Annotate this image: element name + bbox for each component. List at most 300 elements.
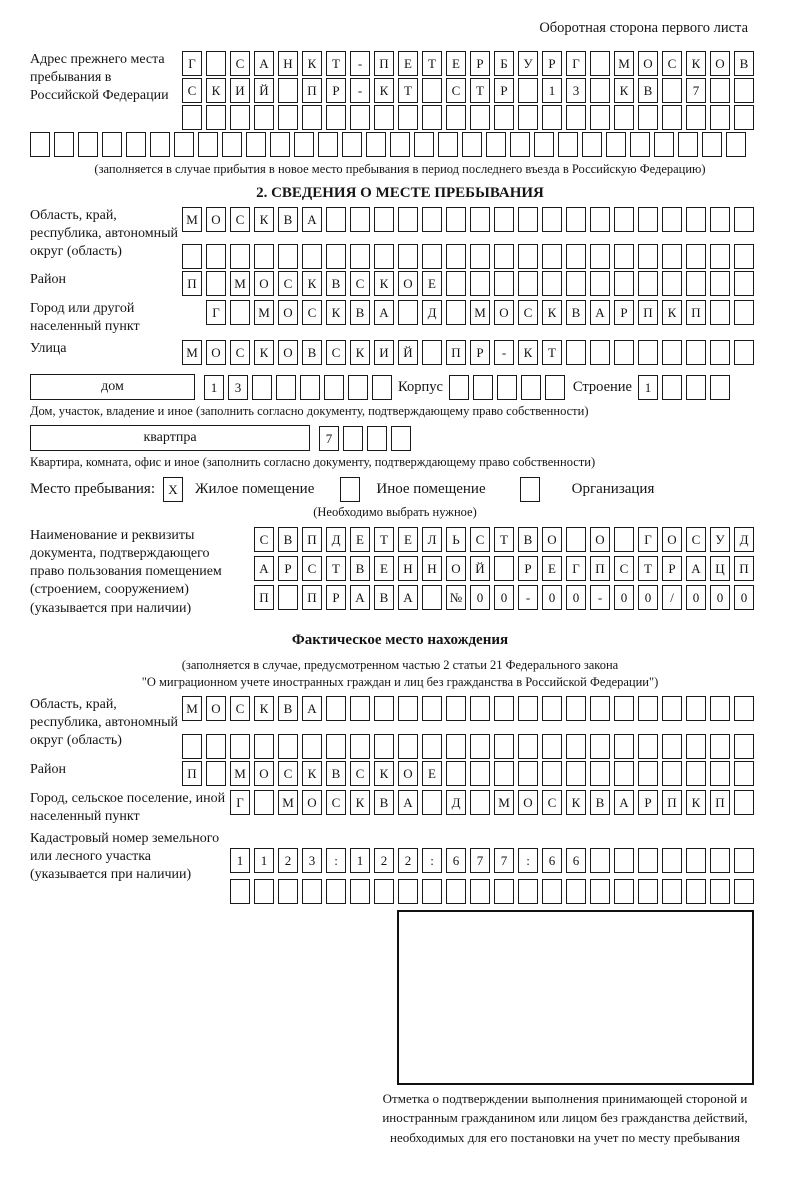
char-cell-filled[interactable]: П xyxy=(182,271,202,296)
char-cell-empty[interactable] xyxy=(662,696,682,721)
char-cell-filled[interactable]: А xyxy=(302,696,322,721)
char-cell-filled[interactable]: В xyxy=(518,527,538,552)
char-cell-empty[interactable] xyxy=(422,340,442,365)
kvartira-widebox[interactable] xyxy=(30,425,310,451)
char-cell-empty[interactable] xyxy=(662,244,682,269)
char-cell-filled[interactable]: В xyxy=(566,300,586,325)
char-cell-empty[interactable] xyxy=(278,585,298,610)
char-cell-filled[interactable]: Р xyxy=(326,78,346,103)
char-cell-filled[interactable]: М xyxy=(182,340,202,365)
char-cell-filled[interactable]: 0 xyxy=(686,585,706,610)
char-cell-filled[interactable]: Й xyxy=(254,78,274,103)
char-cell-filled[interactable]: П xyxy=(302,78,322,103)
char-cell-empty[interactable] xyxy=(662,879,682,904)
char-cell-filled[interactable]: 3 xyxy=(302,848,322,873)
char-cell-empty[interactable] xyxy=(350,879,370,904)
char-cell-filled[interactable]: О xyxy=(662,527,682,552)
char-cell-empty[interactable] xyxy=(326,105,346,130)
char-cell-empty[interactable] xyxy=(391,426,411,451)
char-cell-filled[interactable]: Г xyxy=(566,556,586,581)
char-cell-filled[interactable]: А xyxy=(398,585,418,610)
char-cell-empty[interactable] xyxy=(473,375,493,400)
char-cell-filled[interactable]: Г xyxy=(566,51,586,76)
char-cell-empty[interactable] xyxy=(566,879,586,904)
char-cell-empty[interactable] xyxy=(734,207,754,232)
char-cell-empty[interactable] xyxy=(734,244,754,269)
char-cell-filled[interactable]: К xyxy=(254,207,274,232)
char-cell-filled[interactable]: С xyxy=(254,527,274,552)
char-cell-empty[interactable] xyxy=(566,696,586,721)
char-cell-filled[interactable]: Й xyxy=(470,556,490,581)
char-cell-empty[interactable] xyxy=(422,585,442,610)
char-cell-empty[interactable] xyxy=(734,340,754,365)
char-cell-empty[interactable] xyxy=(710,879,730,904)
char-cell-empty[interactable] xyxy=(230,300,250,325)
char-cell-empty[interactable] xyxy=(438,132,458,157)
char-cell-empty[interactable] xyxy=(686,734,706,759)
char-cell-filled[interactable]: С xyxy=(230,207,250,232)
char-cell-empty[interactable] xyxy=(350,244,370,269)
char-cell-empty[interactable] xyxy=(542,879,562,904)
char-cell-empty[interactable] xyxy=(710,271,730,296)
char-cell-empty[interactable] xyxy=(734,734,754,759)
char-cell-filled[interactable]: С xyxy=(614,556,634,581)
char-cell-filled[interactable]: С xyxy=(326,790,346,815)
char-cell-filled[interactable]: - xyxy=(590,585,610,610)
char-cell-filled[interactable]: О xyxy=(302,790,322,815)
char-cell-filled[interactable]: Д xyxy=(734,527,754,552)
char-cell-filled[interactable]: М xyxy=(254,300,274,325)
char-cell-filled[interactable]: М xyxy=(494,790,514,815)
char-cell-filled[interactable]: 7 xyxy=(319,426,339,451)
char-cell-empty[interactable] xyxy=(446,244,466,269)
char-cell-empty[interactable] xyxy=(590,734,610,759)
char-cell-filled[interactable]: 7 xyxy=(494,848,514,873)
char-cell-filled[interactable]: С xyxy=(230,696,250,721)
char-cell-empty[interactable] xyxy=(686,207,706,232)
char-cell-empty[interactable] xyxy=(521,375,541,400)
char-cell-filled[interactable]: 2 xyxy=(398,848,418,873)
checkbox-inoe[interactable] xyxy=(340,477,360,502)
char-cell-empty[interactable] xyxy=(446,300,466,325)
char-cell-filled[interactable]: Г xyxy=(638,527,658,552)
char-cell-empty[interactable] xyxy=(542,271,562,296)
char-cell-empty[interactable] xyxy=(662,734,682,759)
char-cell-empty[interactable] xyxy=(542,696,562,721)
char-cell-empty[interactable] xyxy=(638,761,658,786)
char-cell-empty[interactable] xyxy=(710,340,730,365)
char-cell-filled[interactable]: 1 xyxy=(638,375,658,400)
char-cell-empty[interactable] xyxy=(494,207,514,232)
char-cell-filled[interactable]: О xyxy=(710,51,730,76)
char-cell-empty[interactable] xyxy=(398,734,418,759)
char-cell-filled[interactable]: 6 xyxy=(566,848,586,873)
char-cell-empty[interactable] xyxy=(398,879,418,904)
char-cell-filled[interactable]: К xyxy=(302,51,322,76)
char-cell-empty[interactable] xyxy=(398,244,418,269)
char-cell-filled[interactable]: В xyxy=(374,790,394,815)
char-cell-filled[interactable]: Е xyxy=(398,51,418,76)
char-cell-filled[interactable]: О xyxy=(398,761,418,786)
char-cell-empty[interactable] xyxy=(374,105,394,130)
char-cell-empty[interactable] xyxy=(348,375,368,400)
char-cell-empty[interactable] xyxy=(638,244,658,269)
char-cell-empty[interactable] xyxy=(686,271,706,296)
char-cell-filled[interactable]: Е xyxy=(422,761,442,786)
char-cell-filled[interactable]: С xyxy=(182,78,202,103)
char-cell-empty[interactable] xyxy=(300,375,320,400)
char-cell-filled[interactable]: Е xyxy=(422,271,442,296)
char-cell-empty[interactable] xyxy=(470,761,490,786)
char-cell-empty[interactable] xyxy=(350,105,370,130)
char-cell-empty[interactable] xyxy=(678,132,698,157)
char-cell-empty[interactable] xyxy=(278,244,298,269)
char-cell-empty[interactable] xyxy=(398,300,418,325)
char-cell-empty[interactable] xyxy=(566,271,586,296)
char-cell-filled[interactable]: С xyxy=(326,340,346,365)
char-cell-filled[interactable]: К xyxy=(374,78,394,103)
char-cell-filled[interactable]: Г xyxy=(206,300,226,325)
char-cell-filled[interactable]: Т xyxy=(398,78,418,103)
char-cell-filled[interactable]: 6 xyxy=(542,848,562,873)
char-cell-empty[interactable] xyxy=(542,734,562,759)
char-cell-filled[interactable]: П xyxy=(662,790,682,815)
char-cell-filled[interactable]: В xyxy=(590,790,610,815)
char-cell-filled[interactable]: Р xyxy=(278,556,298,581)
char-cell-empty[interactable] xyxy=(558,132,578,157)
char-cell-empty[interactable] xyxy=(590,696,610,721)
char-cell-empty[interactable] xyxy=(254,879,274,904)
char-cell-filled[interactable]: 0 xyxy=(614,585,634,610)
char-cell-empty[interactable] xyxy=(350,696,370,721)
char-cell-empty[interactable] xyxy=(638,340,658,365)
char-cell-filled[interactable]: Р xyxy=(662,556,682,581)
char-cell-empty[interactable] xyxy=(518,879,538,904)
char-cell-empty[interactable] xyxy=(254,244,274,269)
char-cell-empty[interactable] xyxy=(150,132,170,157)
char-cell-empty[interactable] xyxy=(372,375,392,400)
char-cell-empty[interactable] xyxy=(446,207,466,232)
char-cell-filled[interactable]: Р xyxy=(518,556,538,581)
char-cell-filled[interactable]: В xyxy=(278,696,298,721)
char-cell-empty[interactable] xyxy=(638,848,658,873)
char-cell-empty[interactable] xyxy=(326,696,346,721)
char-cell-empty[interactable] xyxy=(302,244,322,269)
char-cell-filled[interactable]: П xyxy=(302,585,322,610)
char-cell-empty[interactable] xyxy=(638,105,658,130)
char-cell-filled[interactable]: А xyxy=(302,207,322,232)
char-cell-empty[interactable] xyxy=(734,78,754,103)
char-cell-filled[interactable]: О xyxy=(206,340,226,365)
char-cell-empty[interactable] xyxy=(254,734,274,759)
char-cell-filled[interactable]: В xyxy=(278,207,298,232)
char-cell-empty[interactable] xyxy=(302,105,322,130)
char-cell-filled[interactable]: К xyxy=(302,761,322,786)
char-cell-filled[interactable]: : xyxy=(518,848,538,873)
char-cell-empty[interactable] xyxy=(566,340,586,365)
char-cell-empty[interactable] xyxy=(566,734,586,759)
char-cell-empty[interactable] xyxy=(710,848,730,873)
char-cell-filled[interactable]: Р xyxy=(470,51,490,76)
char-cell-empty[interactable] xyxy=(350,207,370,232)
char-cell-filled[interactable]: С xyxy=(278,761,298,786)
char-cell-empty[interactable] xyxy=(446,105,466,130)
char-cell-empty[interactable] xyxy=(470,271,490,296)
char-cell-empty[interactable] xyxy=(518,696,538,721)
char-cell-empty[interactable] xyxy=(206,244,226,269)
char-cell-filled[interactable]: О xyxy=(446,556,466,581)
char-cell-empty[interactable] xyxy=(630,132,650,157)
char-cell-empty[interactable] xyxy=(734,761,754,786)
char-cell-empty[interactable] xyxy=(734,300,754,325)
char-cell-empty[interactable] xyxy=(734,879,754,904)
char-cell-empty[interactable] xyxy=(534,132,554,157)
char-cell-empty[interactable] xyxy=(324,375,344,400)
char-cell-empty[interactable] xyxy=(449,375,469,400)
char-cell-filled[interactable]: К xyxy=(374,761,394,786)
char-cell-filled[interactable]: Р xyxy=(638,790,658,815)
char-cell-empty[interactable] xyxy=(230,879,250,904)
char-cell-filled[interactable]: К xyxy=(518,340,538,365)
char-cell-filled[interactable]: И xyxy=(374,340,394,365)
char-cell-filled[interactable]: И xyxy=(230,78,250,103)
char-cell-filled[interactable]: Ь xyxy=(446,527,466,552)
char-cell-filled[interactable]: Л xyxy=(422,527,442,552)
char-cell-empty[interactable] xyxy=(252,375,272,400)
char-cell-empty[interactable] xyxy=(614,105,634,130)
char-cell-empty[interactable] xyxy=(54,132,74,157)
char-cell-empty[interactable] xyxy=(494,761,514,786)
char-cell-filled[interactable]: Н xyxy=(422,556,442,581)
char-cell-empty[interactable] xyxy=(614,848,634,873)
char-cell-empty[interactable] xyxy=(614,340,634,365)
char-cell-empty[interactable] xyxy=(326,879,346,904)
char-cell-empty[interactable] xyxy=(294,132,314,157)
char-cell-empty[interactable] xyxy=(398,105,418,130)
char-cell-filled[interactable]: С xyxy=(302,300,322,325)
dom-widebox[interactable] xyxy=(30,374,195,400)
char-cell-filled[interactable]: Е xyxy=(542,556,562,581)
char-cell-empty[interactable] xyxy=(367,426,387,451)
char-cell-empty[interactable] xyxy=(414,132,434,157)
char-cell-empty[interactable] xyxy=(638,696,658,721)
char-cell-filled[interactable]: Г xyxy=(182,51,202,76)
char-cell-filled[interactable]: - xyxy=(350,51,370,76)
char-cell-empty[interactable] xyxy=(276,375,296,400)
char-cell-filled[interactable]: 7 xyxy=(686,78,706,103)
char-cell-filled[interactable]: 0 xyxy=(710,585,730,610)
char-cell-empty[interactable] xyxy=(374,244,394,269)
char-cell-empty[interactable] xyxy=(470,790,490,815)
char-cell-empty[interactable] xyxy=(566,244,586,269)
char-cell-filled[interactable]: Т xyxy=(326,51,346,76)
char-cell-filled[interactable]: В xyxy=(734,51,754,76)
char-cell-filled[interactable]: К xyxy=(254,340,274,365)
char-cell-empty[interactable] xyxy=(422,105,442,130)
char-cell-empty[interactable] xyxy=(590,879,610,904)
char-cell-filled[interactable]: А xyxy=(350,585,370,610)
char-cell-empty[interactable] xyxy=(422,790,442,815)
char-cell-empty[interactable] xyxy=(278,78,298,103)
char-cell-filled[interactable]: С xyxy=(662,51,682,76)
char-cell-filled[interactable]: О xyxy=(278,340,298,365)
char-cell-filled[interactable]: 3 xyxy=(228,375,248,400)
char-cell-empty[interactable] xyxy=(374,879,394,904)
char-cell-filled[interactable]: 0 xyxy=(494,585,514,610)
char-cell-empty[interactable] xyxy=(494,734,514,759)
char-cell-filled[interactable]: 3 xyxy=(566,78,586,103)
char-cell-empty[interactable] xyxy=(734,271,754,296)
char-cell-filled[interactable]: В xyxy=(326,271,346,296)
char-cell-empty[interactable] xyxy=(614,734,634,759)
char-cell-filled[interactable]: М xyxy=(182,207,202,232)
char-cell-empty[interactable] xyxy=(182,105,202,130)
char-cell-filled[interactable]: О xyxy=(518,790,538,815)
char-cell-filled[interactable]: С xyxy=(230,340,250,365)
char-cell-filled[interactable]: Ц xyxy=(710,556,730,581)
char-cell-empty[interactable] xyxy=(470,879,490,904)
char-cell-empty[interactable] xyxy=(278,734,298,759)
char-cell-empty[interactable] xyxy=(734,790,754,815)
char-cell-filled[interactable]: К xyxy=(350,790,370,815)
char-cell-empty[interactable] xyxy=(518,105,538,130)
char-cell-empty[interactable] xyxy=(343,426,363,451)
char-cell-empty[interactable] xyxy=(350,734,370,759)
char-cell-empty[interactable] xyxy=(446,879,466,904)
char-cell-filled[interactable]: А xyxy=(398,790,418,815)
char-cell-empty[interactable] xyxy=(662,761,682,786)
char-cell-filled[interactable]: О xyxy=(278,300,298,325)
char-cell-empty[interactable] xyxy=(542,244,562,269)
char-cell-filled[interactable]: 6 xyxy=(446,848,466,873)
char-cell-empty[interactable] xyxy=(326,734,346,759)
char-cell-empty[interactable] xyxy=(590,340,610,365)
char-cell-filled[interactable]: С xyxy=(446,78,466,103)
char-cell-empty[interactable] xyxy=(230,105,250,130)
char-cell-empty[interactable] xyxy=(278,879,298,904)
char-cell-filled[interactable]: Т xyxy=(494,527,514,552)
char-cell-empty[interactable] xyxy=(422,696,442,721)
char-cell-empty[interactable] xyxy=(446,761,466,786)
char-cell-empty[interactable] xyxy=(446,271,466,296)
char-cell-filled[interactable]: Г xyxy=(230,790,250,815)
char-cell-filled[interactable]: 1 xyxy=(230,848,250,873)
char-cell-filled[interactable]: П xyxy=(302,527,322,552)
char-cell-empty[interactable] xyxy=(230,734,250,759)
char-cell-filled[interactable]: О xyxy=(638,51,658,76)
char-cell-empty[interactable] xyxy=(710,244,730,269)
char-cell-empty[interactable] xyxy=(638,734,658,759)
char-cell-filled[interactable]: С xyxy=(686,527,706,552)
char-cell-empty[interactable] xyxy=(662,848,682,873)
char-cell-filled[interactable]: С xyxy=(470,527,490,552)
char-cell-empty[interactable] xyxy=(638,879,658,904)
char-cell-filled[interactable]: А xyxy=(590,300,610,325)
char-cell-filled[interactable]: Н xyxy=(398,556,418,581)
char-cell-empty[interactable] xyxy=(710,207,730,232)
char-cell-empty[interactable] xyxy=(486,132,506,157)
char-cell-empty[interactable] xyxy=(398,696,418,721)
char-cell-empty[interactable] xyxy=(470,244,490,269)
char-cell-empty[interactable] xyxy=(182,734,202,759)
char-cell-empty[interactable] xyxy=(470,696,490,721)
char-cell-empty[interactable] xyxy=(326,207,346,232)
char-cell-empty[interactable] xyxy=(542,105,562,130)
char-cell-filled[interactable]: Р xyxy=(614,300,634,325)
char-cell-empty[interactable] xyxy=(590,78,610,103)
char-cell-filled[interactable]: Й xyxy=(398,340,418,365)
char-cell-empty[interactable] xyxy=(702,132,722,157)
char-cell-empty[interactable] xyxy=(302,879,322,904)
char-cell-empty[interactable] xyxy=(246,132,266,157)
char-cell-filled[interactable]: М xyxy=(230,271,250,296)
char-cell-filled[interactable]: - xyxy=(494,340,514,365)
char-cell-empty[interactable] xyxy=(590,244,610,269)
char-cell-empty[interactable] xyxy=(614,879,634,904)
char-cell-empty[interactable] xyxy=(422,244,442,269)
char-cell-empty[interactable] xyxy=(497,375,517,400)
char-cell-filled[interactable]: В xyxy=(374,585,394,610)
char-cell-empty[interactable] xyxy=(518,78,538,103)
char-cell-empty[interactable] xyxy=(566,761,586,786)
char-cell-filled[interactable]: О xyxy=(206,696,226,721)
char-cell-empty[interactable] xyxy=(710,300,730,325)
char-cell-empty[interactable] xyxy=(566,527,586,552)
char-cell-empty[interactable] xyxy=(734,696,754,721)
char-cell-empty[interactable] xyxy=(662,271,682,296)
char-cell-empty[interactable] xyxy=(686,105,706,130)
char-cell-empty[interactable] xyxy=(614,271,634,296)
char-cell-filled[interactable]: К xyxy=(302,271,322,296)
char-cell-filled[interactable]: П xyxy=(590,556,610,581)
char-cell-filled[interactable]: - xyxy=(518,585,538,610)
char-cell-filled[interactable]: С xyxy=(350,271,370,296)
char-cell-empty[interactable] xyxy=(206,51,226,76)
char-cell-filled[interactable]: К xyxy=(206,78,226,103)
char-cell-filled[interactable]: П xyxy=(710,790,730,815)
char-cell-empty[interactable] xyxy=(30,132,50,157)
char-cell-filled[interactable]: В xyxy=(350,556,370,581)
char-cell-filled[interactable]: Т xyxy=(470,78,490,103)
char-cell-filled[interactable]: Р xyxy=(542,51,562,76)
char-cell-empty[interactable] xyxy=(366,132,386,157)
char-cell-filled[interactable]: К xyxy=(614,78,634,103)
char-cell-empty[interactable] xyxy=(590,848,610,873)
char-cell-empty[interactable] xyxy=(734,848,754,873)
char-cell-filled[interactable]: 0 xyxy=(734,585,754,610)
char-cell-empty[interactable] xyxy=(102,132,122,157)
char-cell-empty[interactable] xyxy=(494,556,514,581)
char-cell-filled[interactable]: К xyxy=(326,300,346,325)
char-cell-empty[interactable] xyxy=(494,105,514,130)
char-cell-filled[interactable]: К xyxy=(686,51,706,76)
char-cell-empty[interactable] xyxy=(662,105,682,130)
char-cell-filled[interactable]: М xyxy=(230,761,250,786)
char-cell-empty[interactable] xyxy=(254,790,274,815)
char-cell-filled[interactable]: О xyxy=(542,527,562,552)
char-cell-empty[interactable] xyxy=(614,696,634,721)
char-cell-empty[interactable] xyxy=(542,761,562,786)
char-cell-empty[interactable] xyxy=(686,696,706,721)
char-cell-empty[interactable] xyxy=(518,207,538,232)
char-cell-filled[interactable]: П xyxy=(254,585,274,610)
char-cell-filled[interactable]: Т xyxy=(638,556,658,581)
char-cell-empty[interactable] xyxy=(734,105,754,130)
char-cell-empty[interactable] xyxy=(126,132,146,157)
char-cell-filled[interactable]: 0 xyxy=(566,585,586,610)
char-cell-filled[interactable]: К xyxy=(350,340,370,365)
char-cell-empty[interactable] xyxy=(590,51,610,76)
